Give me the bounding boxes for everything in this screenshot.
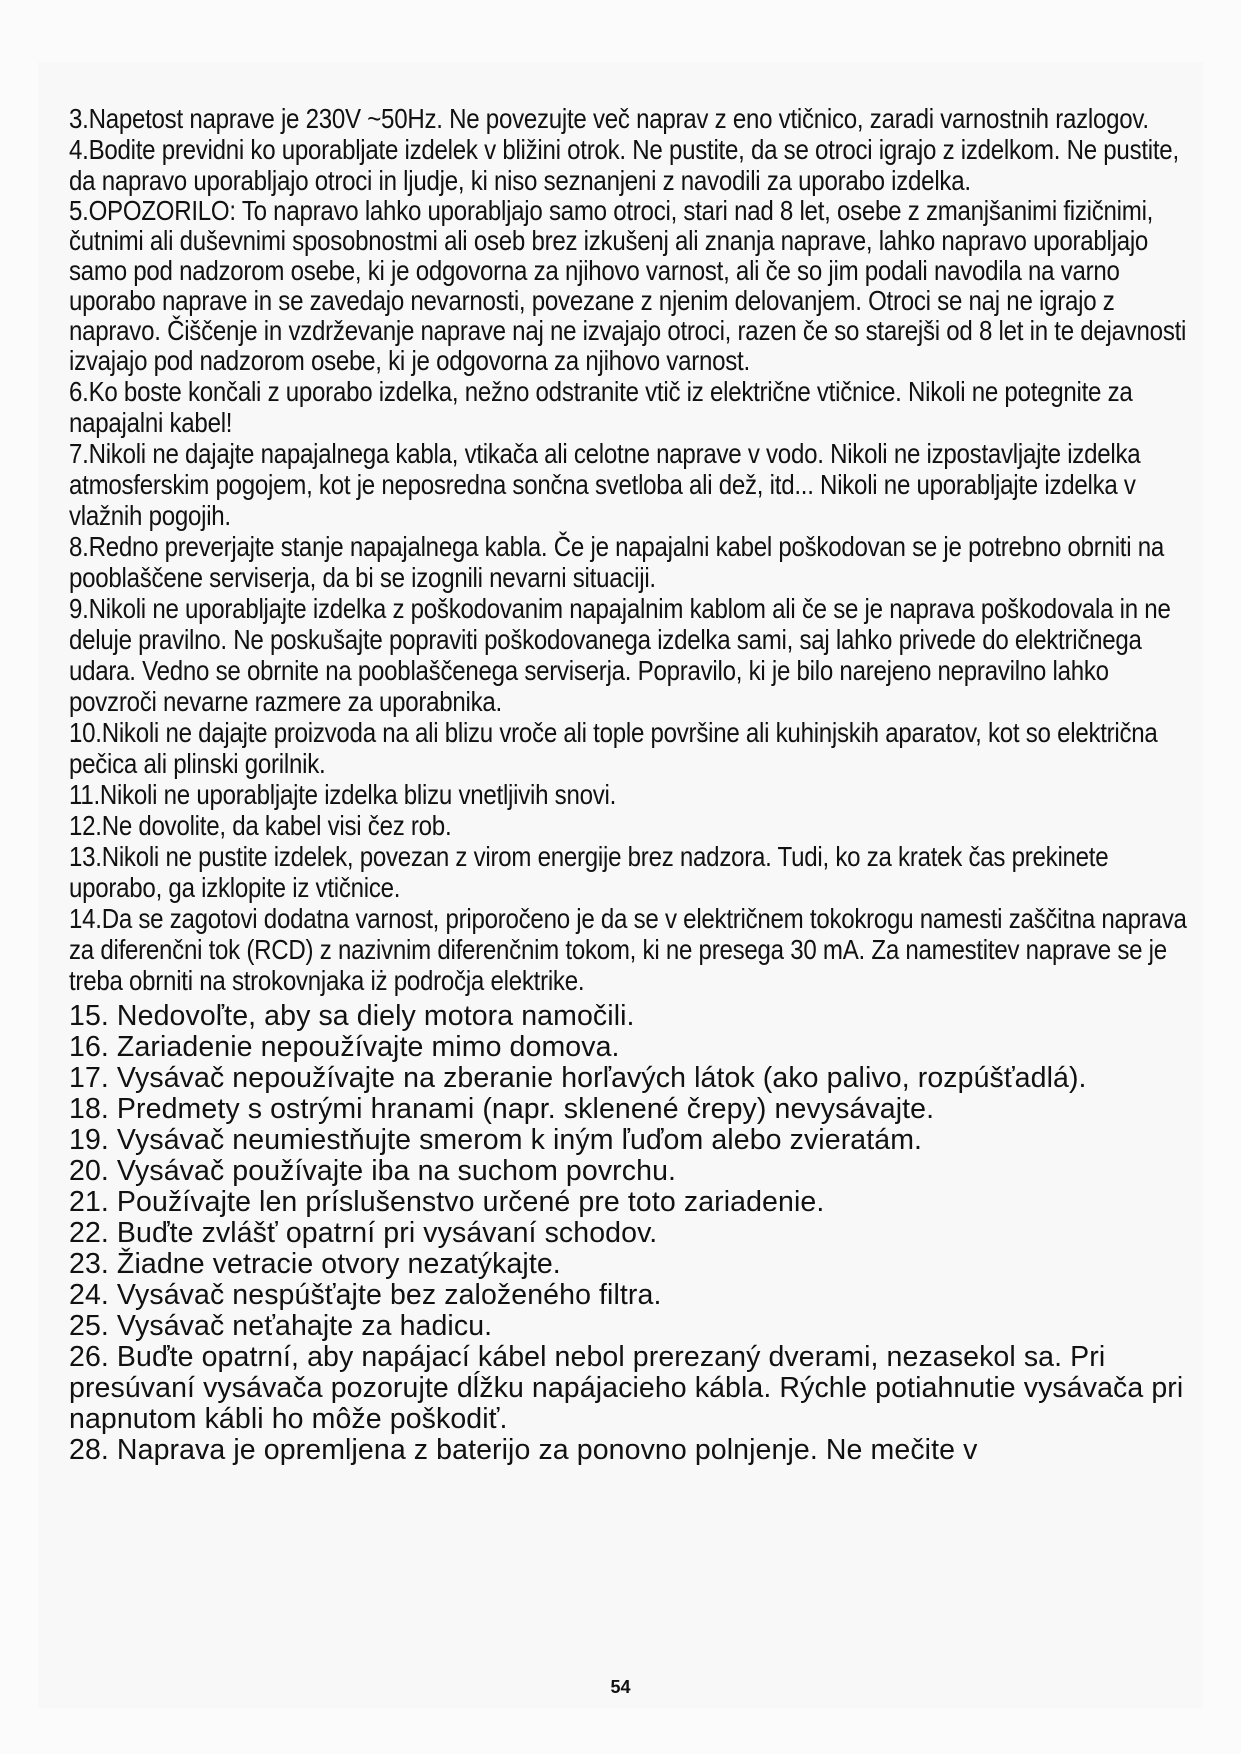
paragraph-4: 4.Bodite previdni ko uporabljate izdelek v bližini otrok. Ne pustite, da se otroci igrajo z izdelkom. Ne pustite, da napravo uporabljajo otroci in ljudje, ki niso seznanjeni z navodili za uporabo izdelka.	[69, 134, 1179, 196]
paragraph-20: 20. Vysávač používajte iba na suchom povrchu.	[69, 1155, 677, 1187]
paragraph-24: 24. Vysávač nespúšťajte bez založeného filtra.	[69, 1279, 662, 1311]
paragraph-14: 14.Da se zagotovi dodatna varnost, priporočeno je da se v električnem tokokrogu namesti zaščitna naprava za diferenčni tok (RCD) z nazivnim diferenčnim tokom, ki ne presega 30 mA. Za namestitev naprave se je treba obrniti na strokovnjaka iż področja elektrike.	[69, 903, 1187, 996]
paragraph-16: 16. Zariadenie nepoužívajte mimo domova.	[69, 1031, 620, 1063]
page-number: 54	[610, 1677, 631, 1697]
paragraph-26: 26. Buďte opatrní, aby napájací kábel nebol prerezaný dverami, nezasekol sa. Pri presúvaní vysávača pozorujte dĺžku napájacieho kábla. Rýchle potiahnutie vysávača pri napnutom kábli ho môže poškodiť.	[69, 1341, 1184, 1435]
paragraph-21: 21. Používajte len príslušenstvo určené pre toto zariadenie.	[69, 1186, 825, 1218]
paragraph-28: 28. Naprava je opremljena z baterijo za ponovno polnjenje. Ne mečite v	[69, 1434, 978, 1466]
slovenian-instructions	[69, 103, 1189, 996]
paragraph-7: 7.Nikoli ne dajajte napajalnega kabla, vtikača ali celotne naprave v vodo. Nikoli ne izpostavljajte izdelka atmosferskim pogojem, kot je neposredna sončna svetloba ali dež, itd... Nikoli ne uporabljajte izdelka v vlažnih pogojih.	[69, 438, 1141, 531]
paragraph-25: 25. Vysávač neťahajte za hadicu.	[69, 1310, 493, 1342]
paragraph-19: 19. Vysávač neumiestňujte smerom k iným ľuďom alebo zvieratám.	[69, 1124, 923, 1156]
slovak-instructions	[69, 1001, 1189, 1466]
paragraph-17: 17. Vysávač nepoužívajte na zberanie horľavých látok (ako palivo, rozpúšťadlá).	[69, 1062, 1087, 1094]
paragraph-6: 6.Ko boste končali z uporabo izdelka, nežno odstranite vtič iz električne vtičnice. Nikoli ne potegnite za napajalni kabel!	[69, 376, 1133, 438]
paragraph-5: 5.OPOZORILO: To napravo lahko uporabljajo samo otroci, stari nad 8 let, osebe z zmanjšanimi fizičnimi, čutnimi ali duševnimi sposobnostmi ali oseb brez izkušenj ali znanja naprave, lahko napravo uporabljajo samo pod nadzorom osebe, ki je odgovorna za njihovo varnost, ali če so jim podali navodila na varno uporabo naprave in se zavedajo nevarnosti, povezane z njenim delovanjem. Otroci se naj ne igrajo z napravo. Čiščenje in vzdrževanje naprave naj ne izvajajo otroci, razen če so starejši od 8 let in te dejavnosti izvajajo pod nadzorom osebe, ki je odgovorna za njihovo varnost.	[69, 195, 1187, 376]
paragraph-15: 15. Nedovoľte, aby sa diely motora namočili.	[69, 1000, 635, 1032]
paragraph-3: 3.Napetost naprave je 230V ~50Hz. Ne povezujte več naprav z eno vtičnico, zaradi varnostnih razlogov.	[69, 103, 1149, 134]
paragraph-12: 12.Ne dovolite, da kabel visi čez rob.	[69, 810, 452, 841]
paragraph-22: 22. Buďte zvlášť opatrní pri vysávaní schodov.	[69, 1217, 658, 1249]
paragraph-9: 9.Nikoli ne uporabljajte izdelka z poškodovanim napajalnim kablom ali če se je naprava poškodovala in ne deluje pravilno. Ne poskušajte popraviti poškodovanega izdelka sami, saj lahko privede do električnega udara. Vedno se obrnite na pooblaščenega serviserja. Popravilo, ki je bilo narejeno nepravilno lahko povzroči nevarne razmere za uporabnika.	[69, 593, 1171, 717]
paragraph-18: 18. Predmety s ostrými hranami (napr. sklenené črepy) nevysávajte.	[69, 1093, 935, 1125]
paragraph-10: 10.Nikoli ne dajajte proizvoda na ali blizu vroče ali tople površine ali kuhinjskih aparatov, kot so električna pečica ali plinski gorilnik.	[69, 717, 1158, 779]
paragraph-11: 11.Nikoli ne uporabljajte izdelka blizu vnetljivih snovi.	[69, 779, 617, 810]
paragraph-8: 8.Redno preverjajte stanje napajalnega kabla. Če je napajalni kabel poškodovan se je potrebno obrniti na pooblaščene serviserja, da bi se izognili nevarni situaciji.	[69, 531, 1165, 593]
paragraph-13: 13.Nikoli ne pustite izdelek, povezan z virom energije brez nadzora. Tudi, ko za kratek čas prekinete uporabo, ga izklopite iz vtičnice.	[69, 841, 1109, 903]
document-body	[69, 103, 1189, 1466]
paragraph-23: 23. Žiadne vetracie otvory nezatýkajte.	[69, 1248, 561, 1280]
